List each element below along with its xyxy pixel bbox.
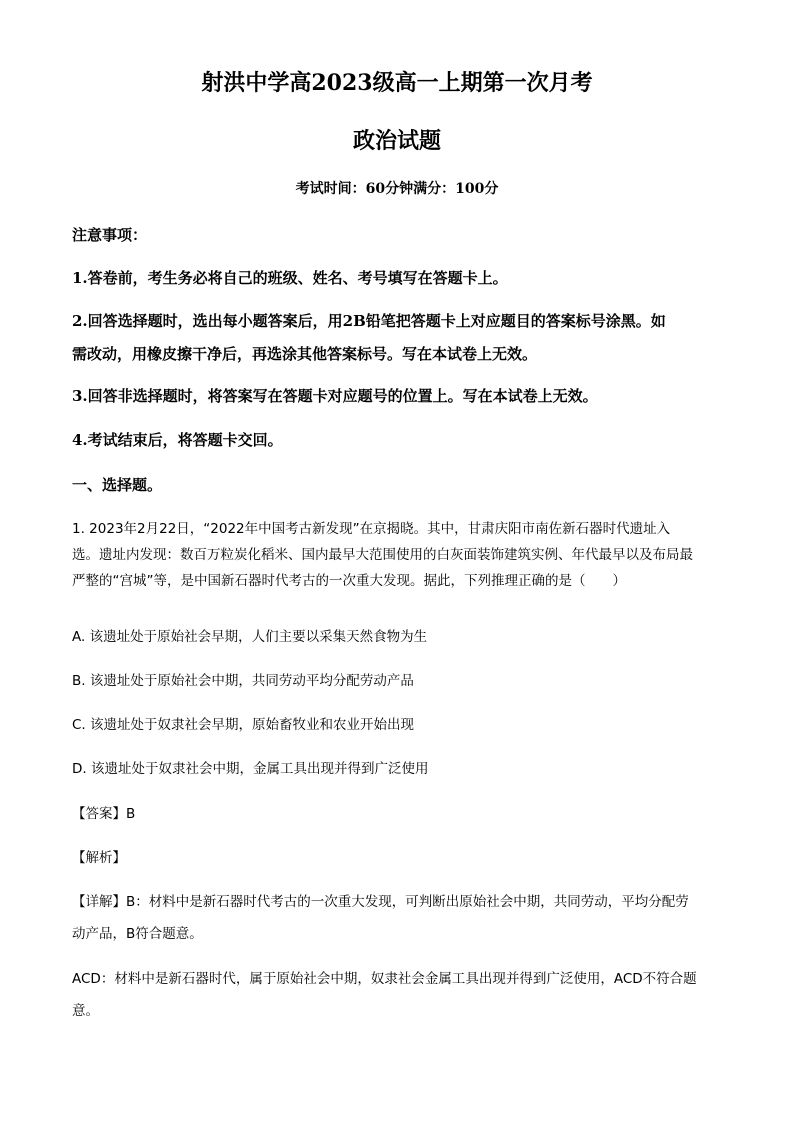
question-1-stem-line-2: 选。遗址内发现：数百万粒炭化稻米、国内最早大范围使用的白灰面装饰建筑实例、年代最早以及布局最 xyxy=(72,547,693,563)
option-b: B. 该遗址处于原始社会中期，共同劳动平均分配劳动产品 xyxy=(72,673,414,689)
acd-paragraph xyxy=(72,966,697,1024)
section-heading: 一、选择题。 xyxy=(72,476,163,494)
exam-subject: 政治试题 xyxy=(352,128,441,154)
notice-heading: 注意事项： xyxy=(72,226,148,244)
question-1-stem xyxy=(72,516,693,594)
notice-item-2-line-1: 2.回答选择题时，选出每小题答案后，用2B铅笔把答题卡上对应题目的答案标号涂黑。如 xyxy=(72,312,666,330)
exam-time: 考试时间：60分钟满分：100分 xyxy=(295,181,499,197)
notice-item-3: 3.回答非选择题时，将答案写在答题卡对应题号的位置上。写在本试卷上无效。 xyxy=(72,387,598,405)
exam-title: 射洪中学高2023级高一上期第一次月考 xyxy=(201,70,593,96)
answer-label: 【答案】B xyxy=(72,806,136,822)
notice-item-4: 4.考试结束后，将答题卡交回。 xyxy=(72,431,283,449)
notice-item-1: 1.答卷前，考生务必将自己的班级、姓名、考号填写在答题卡上。 xyxy=(72,269,508,287)
acd-line-1: ACD：材料中是新石器时代，属于原始社会中期，奴隶社会金属工具出现并得到广泛使用，ACD不符合题 xyxy=(72,971,697,987)
option-c: C. 该遗址处于奴隶社会早期，原始畜牧业和农业开始出现 xyxy=(72,717,415,733)
detail-paragraph xyxy=(72,889,689,947)
option-a: A. 该遗址处于原始社会早期，人们主要以采集天然食物为生 xyxy=(72,629,428,645)
analysis-label: 【解析】 xyxy=(72,850,126,866)
option-d: D. 该遗址处于奴隶社会中期，金属工具出现并得到广泛使用 xyxy=(72,761,429,777)
detail-line-1: 【详解】B：材料中是新石器时代考古的一次重大发现，可判断出原始社会中期，共同劳动，平均分配劳 xyxy=(72,894,689,910)
question-1-stem-line-3: 严整的“宫城”等，是中国新石器时代考古的一次重大发现。据此，下列推理正确的是（ ） xyxy=(72,573,626,589)
notice-item-2 xyxy=(72,305,722,371)
question-1-stem-line-1: 1. 2023年2月22日，“2022年中国考古新发现”在京揭晓。其中，甘肃庆阳市南佐新石器时代遗址入 xyxy=(72,521,671,537)
detail-line-2: 动产品，B符合题意。 xyxy=(72,926,203,942)
notice-item-2-line-2: 需改动，用橡皮擦干净后，再选涂其他答案标号。写在本试卷上无效。 xyxy=(72,345,538,363)
acd-line-2: 意。 xyxy=(72,1003,99,1019)
